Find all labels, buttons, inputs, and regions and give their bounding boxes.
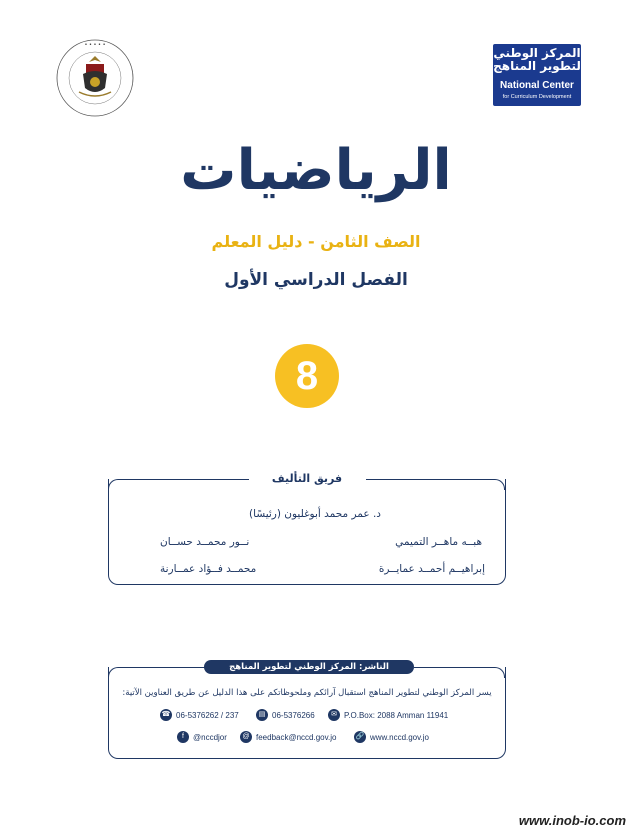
email-contact[interactable] [240,731,336,743]
publisher-intro: يسر المركز الوطني لتطوير المناهج استقبال آرائكم وملحوظاتكم على هذا الدليل عن طريق العناوين الآتية: [122,688,492,698]
logo-english-sub: for Curriculum Development [502,94,572,100]
fax-icon: ▤ [256,709,268,721]
author-member: إبراهيــم أحمــد عمايــرة [378,563,485,575]
at-icon: @ [240,731,252,743]
grade-number: 8 [295,353,319,398]
pobox-contact [328,709,448,721]
mail-icon: ✉ [328,709,340,721]
website-contact[interactable] [354,731,429,743]
grade-badge [275,344,339,408]
facebook-contact[interactable] [177,731,227,743]
logo-english-name: National Center [500,80,574,91]
pobox-address: P.O.Box: 2088 Amman 11941 [344,710,449,720]
author-member: هبــه ماهــر التميمي [395,536,482,548]
jordan-emblem-icon [55,38,135,118]
link-icon: 🔗 [354,731,366,743]
facebook-handle[interactable]: @nccdjor [193,732,227,742]
author-member: محمــد فــؤاد عمــارنة [160,563,257,575]
fax-contact [256,709,315,721]
book-subtitle: الصف الثامن - دليل المعلم [211,232,421,251]
semester-label: الفصل الدراسي الأول [224,270,408,290]
svg-text:• • • • •: • • • • • [84,42,106,48]
authors-heading: فريق التأليف [271,472,343,485]
email-address[interactable]: feedback@nccd.gov.jo [256,732,337,742]
book-title: الرياضيات [180,138,452,203]
logo-arabic-text: المركز الوطني لتطوير المناهج [493,46,581,73]
phone-contact [160,709,239,721]
website-url[interactable]: www.nccd.gov.jo [370,732,429,742]
fax-number: 06-5376266 [272,710,315,720]
phone-icon: ☎ [160,709,172,721]
publisher-heading: الناشر: المركز الوطني لتطوير المناهج [204,660,414,674]
author-member: نــور محمــد حســان [160,536,250,548]
nccd-logo [493,44,581,106]
facebook-icon: f [177,731,189,743]
watermark: www.inob-io.com [518,813,626,828]
phone-number: 06-5376262 / 237 [176,710,239,720]
author-lead: د. عمر محمد أبوغليون (رئيسًا) [249,508,381,520]
